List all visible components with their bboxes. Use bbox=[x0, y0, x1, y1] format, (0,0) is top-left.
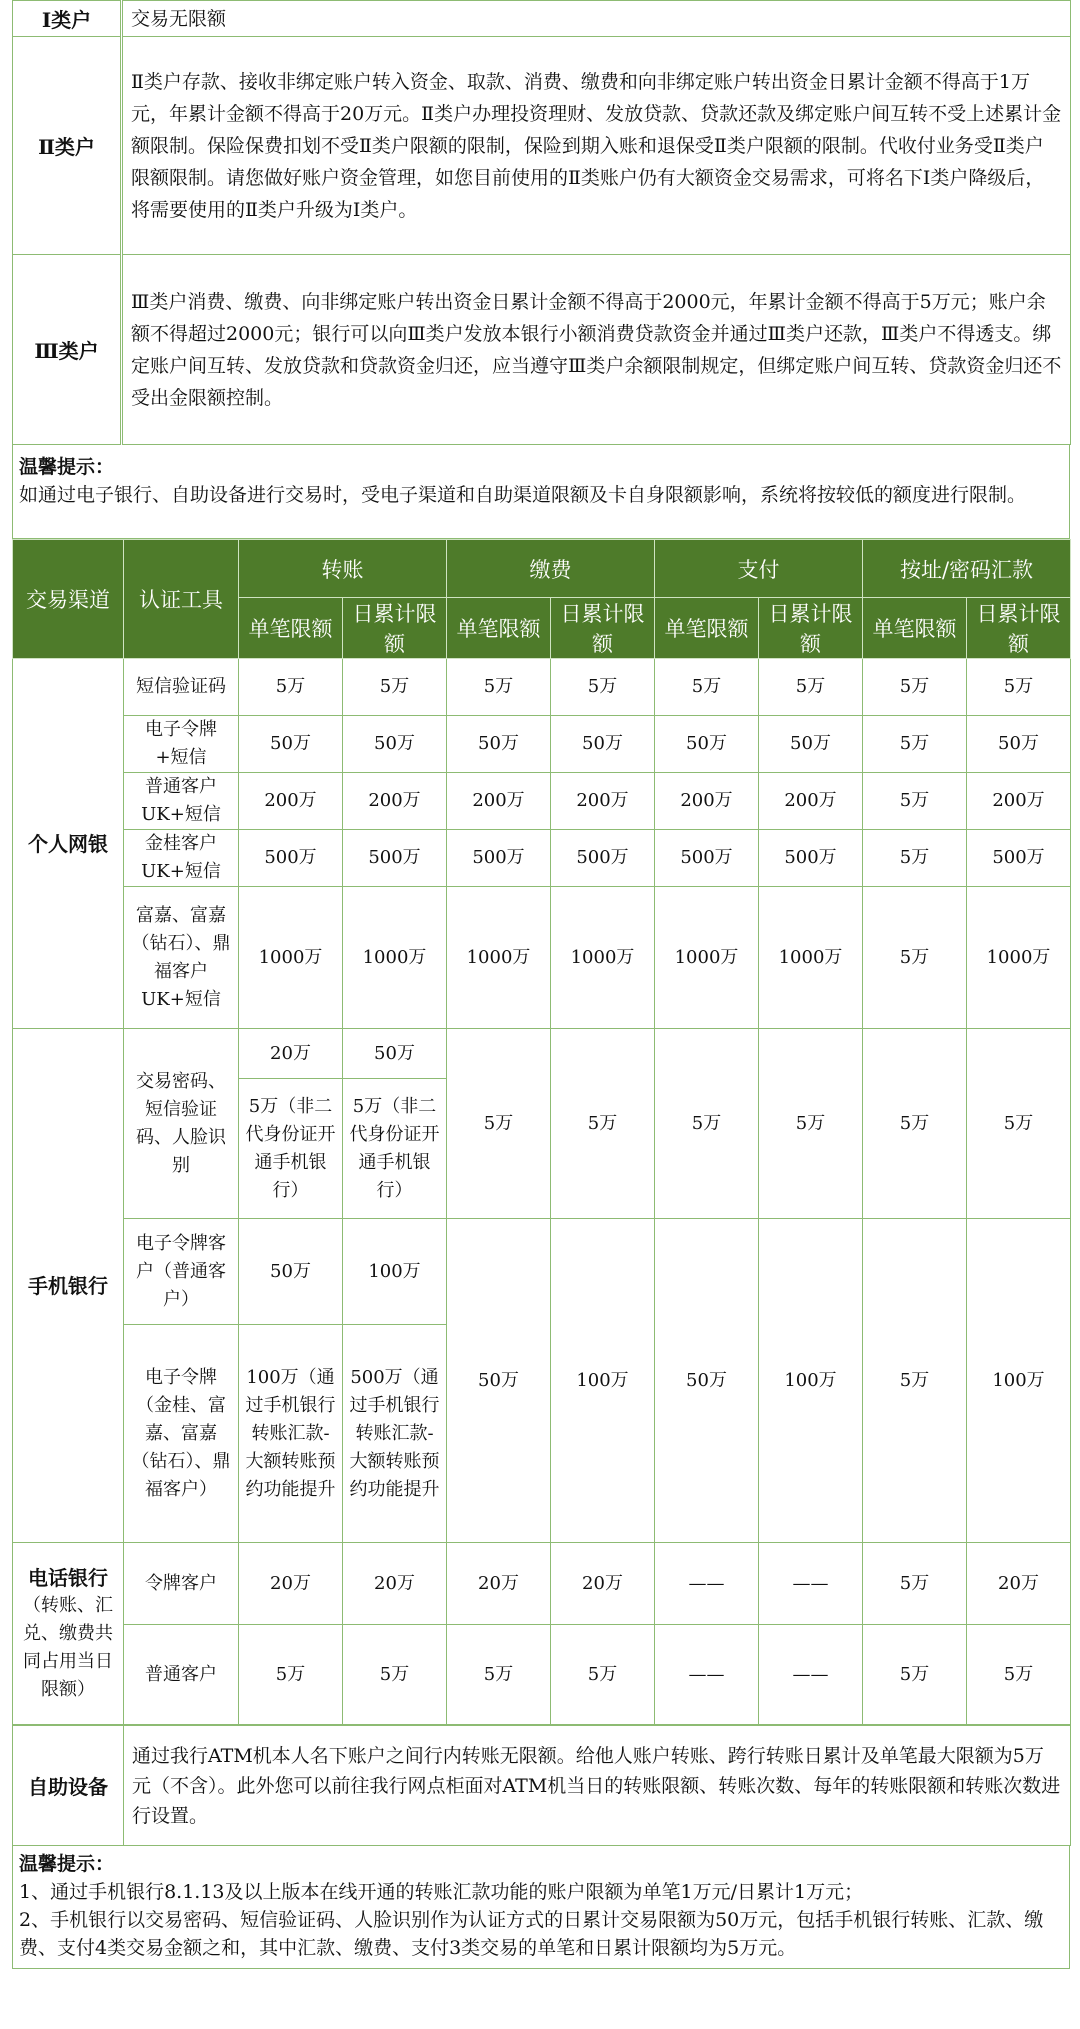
auth-cell: 电子令牌客户（普通客户） bbox=[124, 1219, 239, 1325]
header-channel: 交易渠道 bbox=[13, 540, 124, 659]
table-row bbox=[13, 1543, 1071, 1625]
table-row bbox=[13, 830, 1071, 887]
limit-cell: 5万 bbox=[863, 659, 967, 716]
auth-cell: 电子令牌+短信 bbox=[124, 716, 239, 773]
limit-cell: 5万 bbox=[863, 773, 967, 830]
header-daily: 日累计限额 bbox=[551, 598, 655, 659]
table-row bbox=[13, 1219, 1071, 1325]
limit-cell: 500万 bbox=[759, 830, 863, 887]
limit-cell: 1000万 bbox=[655, 887, 759, 1029]
table-row bbox=[13, 1625, 1071, 1725]
limit-cell: 500万 bbox=[239, 830, 343, 887]
limit-cell: 5万 bbox=[967, 1029, 1071, 1219]
header-row-1 bbox=[13, 540, 1071, 598]
limit-cell: 50万 bbox=[447, 716, 551, 773]
limit-cell: 1000万 bbox=[239, 887, 343, 1029]
limit-cell: 20万 bbox=[239, 1543, 343, 1625]
limit-cell: 5万 bbox=[655, 659, 759, 716]
phone-banking-note: （转账、汇兑、缴费共同占用当日限额） bbox=[23, 1594, 113, 1700]
limit-cell: 5万 bbox=[447, 659, 551, 716]
header-remit: 按址/密码汇款 bbox=[863, 540, 1071, 598]
auth-cell: 交易密码、短信验证码、人脸识别 bbox=[124, 1029, 239, 1219]
account-text: 交易无限额 bbox=[122, 1, 1071, 37]
limit-cell: 50万 bbox=[447, 1219, 551, 1543]
table-row bbox=[13, 887, 1071, 1029]
atm-text: 通过我行ATM机本人名下账户之间行内转账无限额。给他人账户转账、跨行转账日累计及单笔最大限额为5万元（不含）。此外您可以前往我行网点柜面对ATM机当日的转账限额、转账次数、每年的转账限额和转账次数进行设置。 bbox=[124, 1726, 1071, 1846]
limit-cell: 5万 bbox=[863, 887, 967, 1029]
limit-cell: 5万 bbox=[863, 830, 967, 887]
auth-cell: 普通客户UK+短信 bbox=[124, 773, 239, 830]
account-label: Ⅱ类户 bbox=[13, 37, 122, 255]
limit-cell: 50万 bbox=[239, 716, 343, 773]
channel-online-banking: 个人网银 bbox=[13, 659, 124, 1029]
header-daily: 日累计限额 bbox=[759, 598, 863, 659]
auth-cell: 普通客户 bbox=[124, 1625, 239, 1725]
limit-cell: 500万（通过手机银行转账汇款-大额转账预约功能提升 bbox=[343, 1325, 447, 1543]
limit-cell: 5万 bbox=[343, 1625, 447, 1725]
phone-banking-title: 电话银行 bbox=[28, 1565, 108, 1590]
auth-cell: 富嘉、富嘉（钻石）、鼎福客户UK+短信 bbox=[124, 887, 239, 1029]
limit-cell: 200万 bbox=[967, 773, 1071, 830]
limit-cell: 5万 bbox=[759, 1029, 863, 1219]
limit-cell: 50万 bbox=[967, 716, 1071, 773]
limit-cell: 1000万 bbox=[759, 887, 863, 1029]
limit-cell: 5万 bbox=[447, 1625, 551, 1725]
account-row-1 bbox=[13, 1, 1071, 37]
limit-cell: 20万 bbox=[447, 1543, 551, 1625]
limit-cell: —— bbox=[655, 1543, 759, 1625]
channel-phone-banking bbox=[13, 1543, 124, 1725]
limit-cell: 5万 bbox=[759, 659, 863, 716]
limit-cell: 200万 bbox=[759, 773, 863, 830]
limit-cell: 1000万 bbox=[343, 887, 447, 1029]
tip-title: 温馨提示： bbox=[19, 1853, 115, 1875]
limit-cell: 5万 bbox=[863, 1219, 967, 1543]
limit-cell: 20万 bbox=[967, 1543, 1071, 1625]
limit-cell: 500万 bbox=[447, 830, 551, 887]
table-row bbox=[13, 773, 1071, 830]
limit-cell: 100万 bbox=[759, 1219, 863, 1543]
atm-row bbox=[13, 1726, 1071, 1846]
limit-cell: 500万 bbox=[967, 830, 1071, 887]
tip-title: 温馨提示： bbox=[19, 456, 115, 478]
tip-body: 如通过电子银行、自助设备进行交易时，受电子渠道和自助渠道限额及卡自身限额影响，系统将按较低的额度进行限制。 bbox=[19, 484, 1027, 506]
account-label: Ⅰ类户 bbox=[13, 1, 122, 37]
limit-cell: —— bbox=[655, 1625, 759, 1725]
limit-cell: 5万 bbox=[239, 659, 343, 716]
limit-cell: 50万 bbox=[655, 716, 759, 773]
table-row bbox=[13, 659, 1071, 716]
limit-cell: 50万 bbox=[343, 1029, 447, 1079]
limit-table bbox=[12, 539, 1071, 1725]
tip-line: 1、通过手机银行8.1.13及以上版本在线开通的转账汇款功能的账户限额为单笔1万元/日累计1万元； bbox=[19, 1881, 864, 1903]
limit-cell: 5万 bbox=[863, 1543, 967, 1625]
account-type-table bbox=[12, 0, 1071, 445]
header-single: 单笔限额 bbox=[447, 598, 551, 659]
limit-cell: 200万 bbox=[655, 773, 759, 830]
limit-cell: —— bbox=[759, 1625, 863, 1725]
limit-cell: 100万 bbox=[551, 1219, 655, 1543]
limit-cell: 1000万 bbox=[551, 887, 655, 1029]
limit-cell: 200万 bbox=[447, 773, 551, 830]
limit-cell: 1000万 bbox=[447, 887, 551, 1029]
limit-cell: 500万 bbox=[343, 830, 447, 887]
header-transfer: 转账 bbox=[239, 540, 447, 598]
limit-cell: 5万（非二代身份证开通手机银行） bbox=[343, 1079, 447, 1219]
limit-cell: 1000万 bbox=[967, 887, 1071, 1029]
limit-cell: 200万 bbox=[551, 773, 655, 830]
account-text: Ⅲ类户消费、缴费、向非绑定账户转出资金日累计金额不得高于2000元，年累计金额不得高于5万元；账户余额不得超过2000元；银行可以向Ⅲ类户发放本银行小额消费贷款资金并通过Ⅲ类户还款，Ⅲ类户不得透支。绑定账户间互转、发放贷款和贷款资金归还，应当遵守Ⅲ类户余额限制规定，但绑定账户间互转、贷款资金归还不受出金限额控制。 bbox=[122, 255, 1071, 445]
table-row bbox=[13, 716, 1071, 773]
limit-cell: 5万 bbox=[343, 659, 447, 716]
limit-cell: 5万 bbox=[863, 1029, 967, 1219]
limit-cell: 100万（通过手机银行转账汇款-大额转账预约功能提升 bbox=[239, 1325, 343, 1543]
account-label: Ⅲ类户 bbox=[13, 255, 122, 445]
tip-box-bottom bbox=[12, 1846, 1070, 1969]
channel-mobile-banking: 手机银行 bbox=[13, 1029, 124, 1543]
page bbox=[12, 0, 1070, 1969]
limit-cell: 5万 bbox=[967, 1625, 1071, 1725]
limit-cell: 50万 bbox=[551, 716, 655, 773]
tip-box bbox=[12, 445, 1070, 539]
header-single: 单笔限额 bbox=[863, 598, 967, 659]
limit-cell: 5万 bbox=[551, 1625, 655, 1725]
auth-cell: 令牌客户 bbox=[124, 1543, 239, 1625]
limit-cell: 50万 bbox=[239, 1219, 343, 1325]
header-single: 单笔限额 bbox=[655, 598, 759, 659]
limit-cell: 100万 bbox=[967, 1219, 1071, 1543]
account-text: Ⅱ类户存款、接收非绑定账户转入资金、取款、消费、缴费和向非绑定账户转出资金日累计金额不得高于1万元，年累计金额不得高于20万元。Ⅱ类户办理投资理财、发放贷款、贷款还款及绑定账户间互转不受上述累计金额限制。保险保费扣划不受Ⅱ类户限额的限制，保险到期入账和退保受Ⅱ类户限额的限制。代收付业务受Ⅱ类户限额限制。请您做好账户资金管理，如您目前使用的Ⅱ类账户仍有大额资金交易需求，可将名下Ⅰ类户降级后，将需要使用的Ⅱ类户升级为Ⅰ类户。 bbox=[122, 37, 1071, 255]
limit-cell: 20万 bbox=[239, 1029, 343, 1079]
auth-cell: 金桂客户UK+短信 bbox=[124, 830, 239, 887]
header-single: 单笔限额 bbox=[239, 598, 343, 659]
limit-cell: 200万 bbox=[343, 773, 447, 830]
limit-cell: 5万 bbox=[863, 716, 967, 773]
limit-cell: 20万 bbox=[343, 1543, 447, 1625]
limit-cell: 5万 bbox=[551, 659, 655, 716]
atm-label: 自助设备 bbox=[13, 1726, 124, 1846]
account-row-2 bbox=[13, 37, 1071, 255]
header-daily: 日累计限额 bbox=[343, 598, 447, 659]
limit-cell: 5万 bbox=[863, 1625, 967, 1725]
limit-cell: —— bbox=[759, 1543, 863, 1625]
limit-cell: 5万 bbox=[239, 1625, 343, 1725]
table-row bbox=[13, 1029, 1071, 1079]
limit-cell: 5万 bbox=[447, 1029, 551, 1219]
limit-cell: 5万 bbox=[655, 1029, 759, 1219]
auth-cell: 电子令牌（金桂、富嘉、富嘉（钻石）、鼎福客户） bbox=[124, 1325, 239, 1543]
header-payment-fee: 缴费 bbox=[447, 540, 655, 598]
limit-cell: 50万 bbox=[343, 716, 447, 773]
limit-cell: 500万 bbox=[655, 830, 759, 887]
atm-table bbox=[12, 1725, 1071, 1846]
account-row-3 bbox=[13, 255, 1071, 445]
auth-cell: 短信验证码 bbox=[124, 659, 239, 716]
header-pay: 支付 bbox=[655, 540, 863, 598]
tip-line: 2、手机银行以交易密码、短信验证码、人脸识别作为认证方式的日累计交易限额为50万元，包括手机银行转账、汇款、缴费、支付4类交易金额之和，其中汇款、缴费、支付3类交易的单笔和日累计限额均为5万元。 bbox=[19, 1909, 1044, 1959]
limit-cell: 5万 bbox=[967, 659, 1071, 716]
limit-cell: 200万 bbox=[239, 773, 343, 830]
limit-cell: 5万（非二代身份证开通手机银行） bbox=[239, 1079, 343, 1219]
limit-cell: 50万 bbox=[759, 716, 863, 773]
limit-cell: 100万 bbox=[343, 1219, 447, 1325]
limit-cell: 5万 bbox=[551, 1029, 655, 1219]
limit-cell: 500万 bbox=[551, 830, 655, 887]
limit-cell: 20万 bbox=[551, 1543, 655, 1625]
header-daily: 日累计限额 bbox=[967, 598, 1071, 659]
header-auth: 认证工具 bbox=[124, 540, 239, 659]
limit-cell: 50万 bbox=[655, 1219, 759, 1543]
